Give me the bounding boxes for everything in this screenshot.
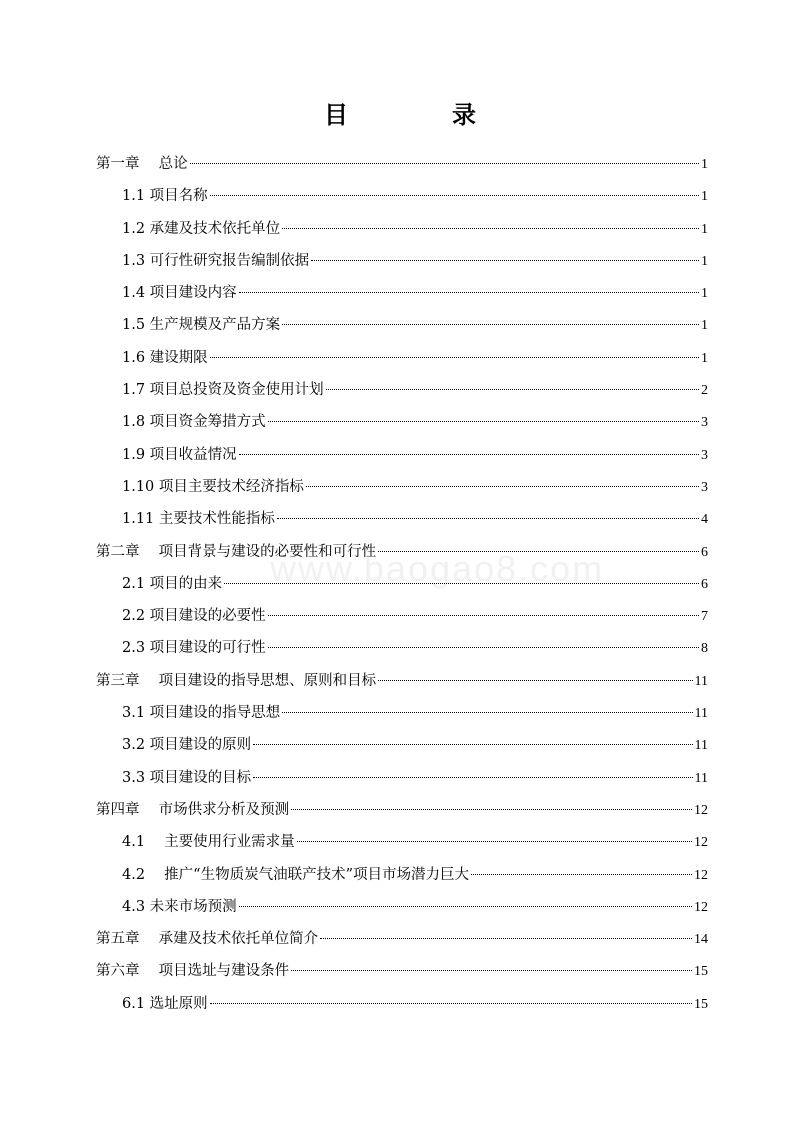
toc-page-number: 1 <box>701 286 708 302</box>
toc-entry-label: 第六章 项目选址与建设条件 <box>96 963 290 980</box>
toc-page-number: 11 <box>694 673 708 689</box>
toc-page-number: 2 <box>701 383 708 399</box>
toc-page-number: 3 <box>701 447 708 463</box>
toc-page-number: 11 <box>694 770 708 786</box>
toc-entry-label: 1.1 项目名称 <box>122 188 208 205</box>
toc-section-entry[interactable] <box>96 471 708 503</box>
toc-dot-leader <box>210 1003 692 1004</box>
toc-section-entry[interactable] <box>96 180 708 212</box>
toc-section-entry[interactable] <box>96 729 708 761</box>
toc-chapter-entry[interactable] <box>96 794 708 826</box>
toc-entry-label: 1.4 项目建设内容 <box>122 285 237 302</box>
toc-entry-label: 2.3 项目建设的可行性 <box>122 640 266 657</box>
toc-section-entry[interactable] <box>96 406 708 438</box>
toc-dot-leader <box>268 615 699 616</box>
toc-entry-label: 1.3 可行性研究报告编制依据 <box>122 252 310 269</box>
toc-page-number: 1 <box>701 350 708 366</box>
toc-entry-label: 1.11 主要技术性能指标 <box>122 511 275 528</box>
toc-dot-leader <box>326 389 699 390</box>
toc-entry-label: 第三章 项目建设的指导思想、原则和目标 <box>96 672 377 689</box>
toc-entry-label: 2.2 项目建设的必要性 <box>122 608 266 625</box>
toc-dot-leader <box>306 486 699 487</box>
toc-section-entry[interactable] <box>96 277 708 309</box>
toc-entry-label: 第五章 承建及技术依托单位简介 <box>96 931 319 948</box>
toc-section-entry[interactable] <box>96 342 708 374</box>
toc-section-entry[interactable] <box>96 439 708 471</box>
toc-entry-label: 第一章 总论 <box>96 156 188 172</box>
toc-section-entry[interactable] <box>96 826 708 858</box>
toc-page-number: 4 <box>701 512 708 528</box>
toc-page-number: 3 <box>701 415 708 431</box>
toc-dot-leader <box>253 777 692 778</box>
toc-dot-leader <box>224 583 699 584</box>
toc-dot-leader <box>277 518 699 519</box>
toc-page-number: 1 <box>701 157 708 172</box>
toc-entry-label: 1.9 项目收益情况 <box>122 446 237 463</box>
toc-dot-leader <box>210 357 699 358</box>
toc-chapter-entry[interactable] <box>96 148 708 180</box>
toc-page-number: 7 <box>701 609 708 625</box>
toc-chapter-entry[interactable] <box>96 665 708 697</box>
toc-dot-leader <box>471 874 692 875</box>
toc-entry-label: 1.6 建设期限 <box>122 349 208 366</box>
toc-page-number: 6 <box>701 576 708 592</box>
toc-entry-label: 1.2 承建及技术依托单位 <box>122 220 281 237</box>
toc-section-entry[interactable] <box>96 374 708 406</box>
toc-page-number: 1 <box>701 221 708 237</box>
toc-chapter-entry[interactable] <box>96 536 708 568</box>
toc-page-number: 11 <box>694 738 708 754</box>
toc-chapter-entry[interactable] <box>96 955 708 987</box>
toc-page-number: 12 <box>694 835 708 851</box>
toc-dot-leader <box>282 712 692 713</box>
toc-section-entry[interactable] <box>96 697 708 729</box>
toc-dot-leader <box>282 324 699 325</box>
toc-page-number: 1 <box>701 189 708 205</box>
toc-dot-leader <box>378 680 692 681</box>
toc-section-entry[interactable] <box>96 632 708 664</box>
toc-entry-label: 4.3 未来市场预测 <box>122 898 237 915</box>
toc-page-number: 15 <box>694 964 708 980</box>
toc-dot-leader <box>378 551 699 552</box>
toc-page-number: 12 <box>694 802 708 818</box>
toc-section-entry[interactable] <box>96 309 708 341</box>
toc-dot-leader <box>320 938 692 939</box>
toc-dot-leader <box>210 195 699 196</box>
toc-dot-leader <box>268 647 699 648</box>
toc-section-entry[interactable] <box>96 988 708 1020</box>
toc-page-number: 14 <box>694 932 708 948</box>
toc-page-number: 3 <box>701 479 708 495</box>
toc-dot-leader <box>239 454 699 455</box>
toc-entry-label: 第四章 市场供求分析及预测 <box>96 801 290 818</box>
toc-page-number: 8 <box>701 641 708 657</box>
toc-dot-leader <box>190 163 699 164</box>
toc-section-entry[interactable] <box>96 762 708 794</box>
toc-page-number: 1 <box>701 253 708 269</box>
toc-page-number: 12 <box>694 867 708 883</box>
toc-dot-leader <box>239 906 692 907</box>
toc-entry-label: 3.1 项目建设的指导思想 <box>122 705 281 722</box>
toc-dot-leader <box>311 260 699 261</box>
toc-entry-label: 第二章 项目背景与建设的必要性和可行性 <box>96 543 377 560</box>
toc-section-entry[interactable] <box>96 213 708 245</box>
toc-entry-label: 2.1 项目的由来 <box>122 575 223 592</box>
toc-page-number: 11 <box>694 706 708 722</box>
toc-dot-leader <box>282 228 699 229</box>
toc-entry-label: 1.5 生产规模及产品方案 <box>122 317 281 334</box>
toc-entry-label: 1.8 项目资金筹措方式 <box>122 414 266 431</box>
toc-entry-label: 3.3 项目建设的目标 <box>122 769 252 786</box>
toc-chapter-entry[interactable] <box>96 923 708 955</box>
toc-section-entry[interactable] <box>96 245 708 277</box>
toc-entry-label: 1.10 项目主要技术经济指标 <box>122 478 304 495</box>
page-title: 目 录 <box>324 100 516 129</box>
toc-section-entry[interactable] <box>96 600 708 632</box>
toc-page-number: 15 <box>694 996 708 1012</box>
toc-entry-label: 1.7 项目总投资及资金使用计划 <box>122 382 324 399</box>
toc-section-entry[interactable] <box>96 891 708 923</box>
toc-dot-leader <box>291 809 692 810</box>
toc-dot-leader <box>268 421 699 422</box>
toc-section-entry[interactable] <box>96 568 708 600</box>
toc-page-number: 6 <box>701 544 708 560</box>
toc-section-entry[interactable] <box>96 859 708 891</box>
toc-entry-label: 6.1 选址原则 <box>122 995 208 1012</box>
toc-entry-label: 4.1 主要使用行业需求量 <box>122 834 295 851</box>
toc-dot-leader <box>291 970 692 971</box>
table-of-contents <box>96 148 708 1020</box>
toc-entry-label: 3.2 项目建设的原则 <box>122 737 252 754</box>
toc-section-entry[interactable] <box>96 503 708 535</box>
toc-page-number: 1 <box>701 318 708 334</box>
toc-dot-leader <box>253 744 692 745</box>
toc-dot-leader <box>297 841 692 842</box>
toc-entry-label: 4.2 推广“生物质炭气油联产技术”项目市场潜力巨大 <box>122 866 469 883</box>
toc-page-number: 12 <box>694 899 708 915</box>
watermark: www.baogao8.com <box>270 548 605 589</box>
toc-dot-leader <box>239 292 699 293</box>
